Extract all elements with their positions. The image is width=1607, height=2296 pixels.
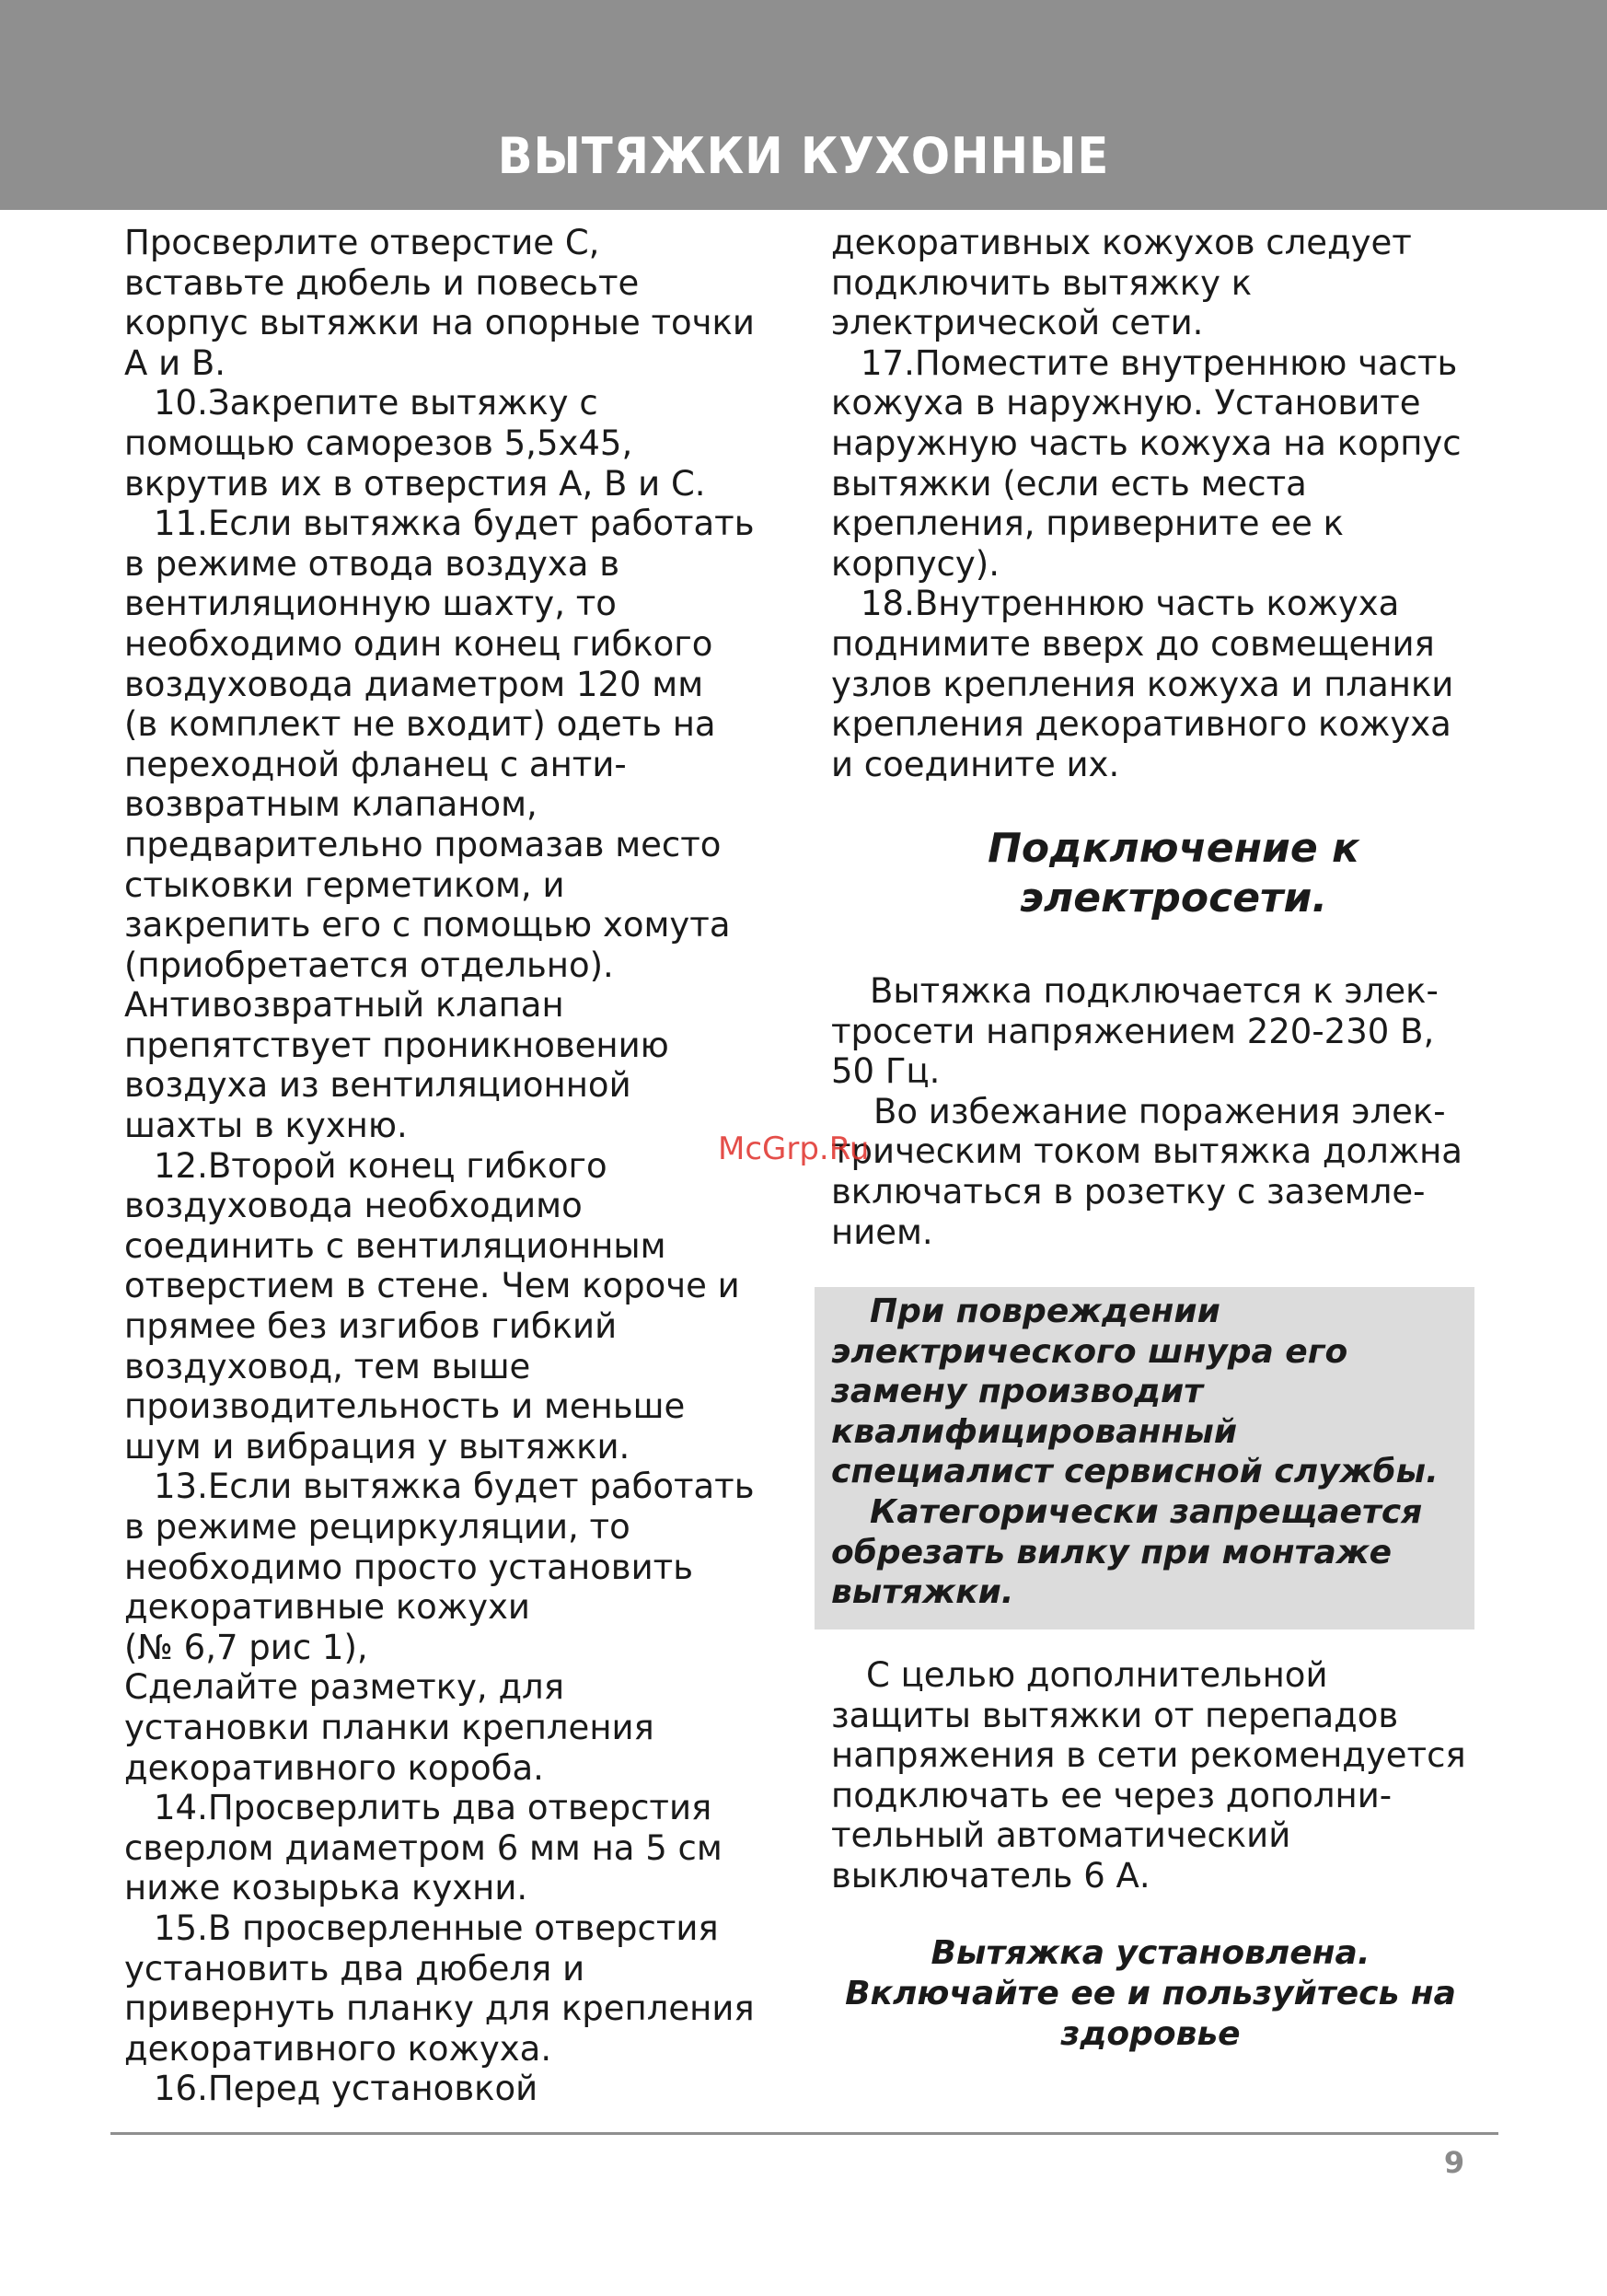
text-line: выключатель 6 А. xyxy=(831,1855,1150,1896)
text-line: Сделайте разметку, для xyxy=(124,1667,564,1708)
final-line: Вытяжка установлена. xyxy=(931,1934,1370,1972)
text-line: 14.Просверлить два отверстия xyxy=(154,1788,712,1828)
text-line: узлов крепления кожуха и планки xyxy=(831,664,1454,704)
text-line: подключать ее через дополни- xyxy=(831,1775,1393,1815)
power-connection-text xyxy=(831,971,1462,1252)
text-line: вентиляционную шахту, то xyxy=(124,584,617,624)
section-heading xyxy=(856,824,1491,923)
warning-line: квалифицированный xyxy=(831,1412,1238,1451)
text-line: и соедините их. xyxy=(831,744,1120,784)
text-line: А и В. xyxy=(124,342,226,383)
warning-line: обрезать вилку при монтаже xyxy=(831,1533,1393,1571)
text-line: воздуховода необходимо xyxy=(124,1186,583,1226)
text-line: защиты вытяжки от перепадов xyxy=(831,1695,1399,1735)
text-line: подключить вытяжку к xyxy=(831,262,1253,303)
warning-line: Категорически запрещается xyxy=(870,1492,1423,1531)
text-line: кожуха в наружную. Установите xyxy=(831,383,1421,423)
text-line: ниже козырька кухни. xyxy=(124,1868,528,1908)
text-line: вкрутив их в отверстия А, В и С. xyxy=(124,463,706,504)
text-line: отверстием в стене. Чем короче и xyxy=(124,1266,740,1306)
text-line: вытяжки (если есть места xyxy=(831,463,1307,504)
final-line: здоровье xyxy=(1060,2015,1241,2053)
watermark: McGrp.Ru xyxy=(718,1131,870,1167)
text-line: закрепить его с помощью хомута xyxy=(124,905,731,945)
text-line: стыковки герметиком, и xyxy=(124,864,565,905)
text-line: сверлом диаметром 6 мм на 5 см xyxy=(124,1827,723,1868)
text-line: тельный автоматический xyxy=(831,1815,1291,1856)
text-line: тросети напряжением 220-230 В, xyxy=(831,1011,1435,1051)
text-line: Вытяжка подключается к элек- xyxy=(870,971,1439,1011)
text-line: электрической сети. xyxy=(831,303,1204,343)
text-line: вставьте дюбель и повесьте xyxy=(124,262,640,303)
text-line: шахты в кухню. xyxy=(124,1106,408,1146)
text-line: 15.В просверленные отверстия xyxy=(154,1908,719,1948)
text-line: (№ 6,7 рис 1), xyxy=(124,1627,368,1667)
text-line: соединить с вентиляционным xyxy=(124,1225,666,1266)
text-line: в режиме отвода воздуха в xyxy=(124,543,620,584)
text-line: поднимите вверх до совмещения xyxy=(831,623,1435,664)
text-line: (в комплект не входит) одеть на xyxy=(124,704,716,745)
text-line: предварительно промазав место xyxy=(124,824,722,864)
text-line: воздуха из вентиляционной xyxy=(124,1065,631,1106)
text-line: включаться в розетку с заземле- xyxy=(831,1171,1426,1212)
text-line: возвратным клапаном, xyxy=(124,784,538,825)
text-line: С целью дополнительной xyxy=(866,1655,1328,1695)
text-line: воздуховода диаметром 120 мм xyxy=(124,664,704,704)
text-line: помощью саморезов 5,5х45, xyxy=(124,423,633,463)
text-line: в режиме рециркуляции, то xyxy=(124,1507,630,1547)
final-message xyxy=(810,1933,1491,2055)
page-number: 9 xyxy=(1443,2145,1465,2180)
text-line: 10.Закрепите вытяжку с xyxy=(154,383,598,423)
warning-line: вытяжки. xyxy=(831,1573,1014,1612)
text-line: установки планки крепления xyxy=(124,1707,654,1747)
text-line: привернуть планку для крепления xyxy=(124,1989,755,2029)
text-line: переходной фланец с анти- xyxy=(124,744,627,784)
text-line: декоративных кожухов следует xyxy=(831,223,1412,262)
text-line: напряжения в сети рекомендуется xyxy=(831,1735,1466,1776)
warning-text xyxy=(831,1292,1439,1613)
text-line: корпус вытяжки на опорные точки xyxy=(124,303,755,343)
text-line: (приобретается отдельно). xyxy=(124,945,614,985)
warning-line: замену производит xyxy=(831,1373,1204,1411)
page-title: ВЫТЯЖКИ КУХОННЫЕ xyxy=(497,127,1110,185)
text-line: 11.Если вытяжка будет работать xyxy=(154,504,755,544)
text-line: препятствует проникновению xyxy=(124,1025,669,1065)
text-line: Антивозвратный клапан xyxy=(124,985,564,1026)
text-line: 13.Если вытяжка будет работать xyxy=(154,1467,755,1507)
text-line: необходимо просто установить xyxy=(124,1547,693,1587)
warning-line: специалист сервисной службы. xyxy=(831,1453,1439,1491)
text-line: 18.Внутреннюю часть кожуха xyxy=(861,584,1400,624)
warning-line: электрического шнура его xyxy=(831,1332,1348,1371)
text-line: установить два дюбеля и xyxy=(124,1948,585,1989)
warning-line: При повреждении xyxy=(870,1293,1220,1330)
text-line: декоративного кожуха. xyxy=(124,2028,552,2069)
text-line: наружную часть кожуха на корпус xyxy=(831,423,1462,463)
text-line: крепления, приверните ее к xyxy=(831,504,1344,544)
text-line: прямее без изгибов гибкий xyxy=(124,1306,618,1347)
text-line: Просверлите отверстие С, xyxy=(124,223,600,262)
protection-text xyxy=(831,1655,1466,1896)
text-line: 50 Гц. xyxy=(831,1051,941,1092)
text-line: корпусу). xyxy=(831,543,1000,584)
text-line: 12.Второй конец гибкого xyxy=(154,1145,607,1186)
text-line: нием. xyxy=(831,1212,933,1252)
footer-divider xyxy=(110,2132,1498,2135)
text-line: Во избежание поражения элек- xyxy=(873,1091,1446,1131)
text-line: необходимо один конец гибкого xyxy=(124,623,713,664)
text-line: шум и вибрация у вытяжки. xyxy=(124,1426,630,1467)
right-column-installation xyxy=(831,223,1462,784)
text-line: 16.Перед установкой xyxy=(154,2069,538,2109)
text-line: декоративные кожухи xyxy=(124,1587,530,1628)
section-heading-line: электросети. xyxy=(1019,875,1328,922)
left-column xyxy=(124,223,755,2109)
text-line: трическим током вытяжка должна xyxy=(831,1131,1462,1172)
text-line: 17.Поместите внутреннюю часть xyxy=(861,342,1458,383)
final-line: Включайте ее и пользуйтесь на xyxy=(845,1975,1456,2012)
text-line: воздуховод, тем выше xyxy=(124,1346,531,1386)
text-line: декоративного короба. xyxy=(124,1747,544,1788)
text-line: крепления декоративного кожуха xyxy=(831,704,1451,745)
text-line: производительность и меньше xyxy=(124,1386,686,1427)
section-heading-line: Подключение к xyxy=(988,825,1359,872)
